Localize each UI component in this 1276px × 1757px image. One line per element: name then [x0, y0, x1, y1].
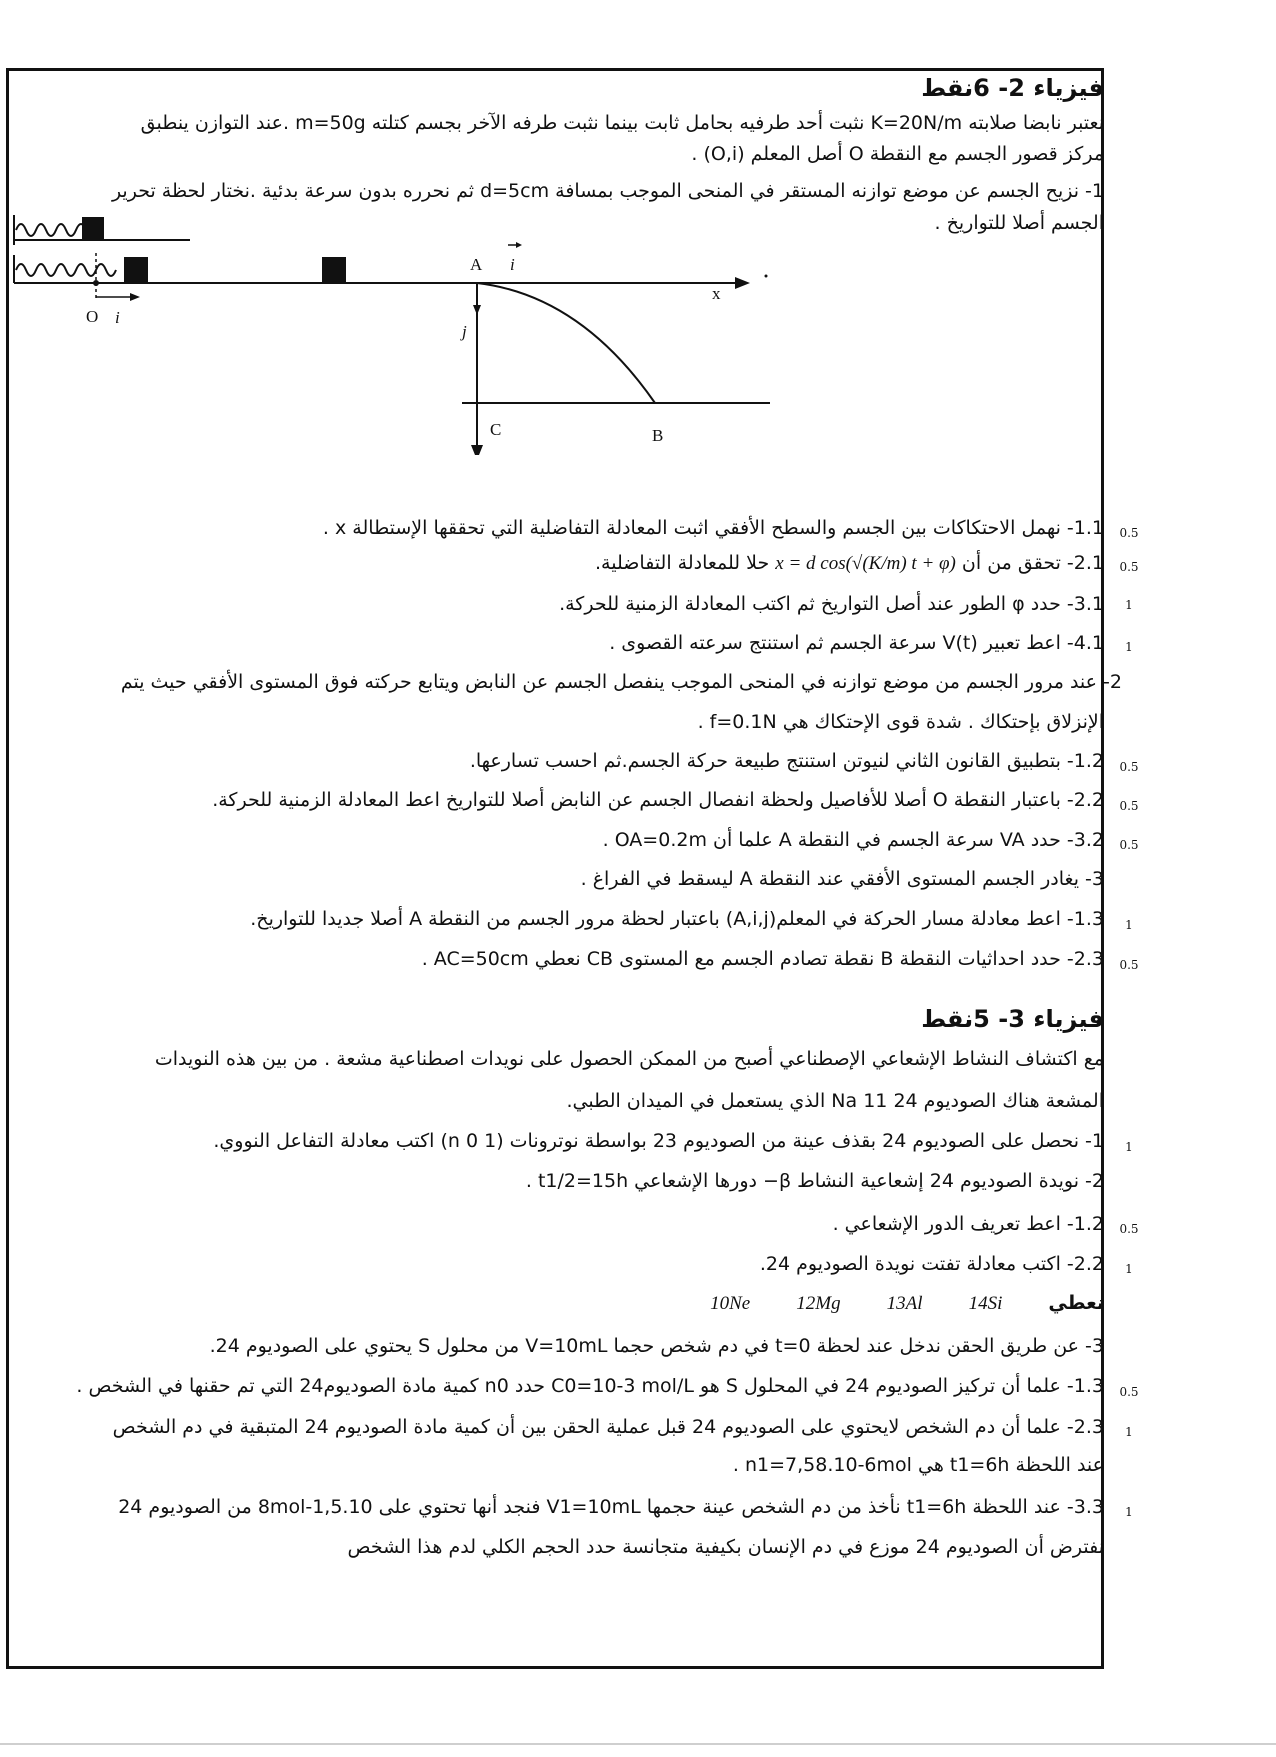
points-r3-3: 1 — [1125, 1505, 1133, 1519]
label-i-O: i — [115, 308, 120, 327]
element-al: 13Al — [886, 1293, 923, 1314]
part2-intro-line1: نعتبر نابضا صلابته K=20N/m نثبت أحد طرفيه بحامل ثابت بينما نثبت طرفه الآخر بجسم كتلته m=50g .عند التوازن ينطبق — [140, 112, 1104, 134]
part2-q2-3: 3.2- حدد VA سرعة الجسم في النقطة A علما أن OA=0.2m . — [602, 829, 1104, 851]
part3-q3-3-line2: نفترض أن الصوديوم 24 موزع في دم الإنسان بكيفية متجانسة حدد الحجم الكلي لدم هذا الشخص — [347, 1536, 1104, 1558]
part2-q1-2 — [595, 552, 1104, 575]
given-label: نعطي — [1048, 1292, 1104, 1314]
points-r2-2: 1 — [1125, 1262, 1133, 1276]
label-x: x — [712, 284, 721, 303]
part3-q3-1: 1.3- علما أن تركيز الصوديوم 24 في المحلول S هو C0=10-3 mol/L حدد n0 كمية مادة الصوديوم24 التي تم حقنها في الشخص . — [76, 1375, 1104, 1397]
part2-q1-4: 4.1- اعط تعبير V(t) سرعة الجسم ثم استنتج سرعته القصوى . — [609, 632, 1104, 654]
top-block — [82, 217, 104, 241]
part2-intro-line2: مركز قصور الجسم مع النقطة O أصل المعلم (O,i) . — [691, 143, 1104, 165]
part2-q2-line1: 2- عند مرور الجسم من موضع توازنه في المنحى الموجب ينفصل الجسم عن النابض ويتابع حركته فوق المستوى الأفقي حيث يتم — [120, 671, 1122, 693]
part2-q1-3: 3.1- حدد φ الطور عند أصل التواريخ ثم اكتب المعادلة الزمنية للحركة. — [559, 593, 1104, 615]
label-i-A: i — [510, 255, 515, 274]
part3-q3-2-line1: 2.3- علما أن دم الشخص لايحتوي على الصوديوم 24 قبل عملية الحقن بين أن كمية مادة الصوديوم 24 المتبقية في دم الشخص — [112, 1416, 1104, 1438]
points-r2-1: 0.5 — [1119, 1222, 1139, 1236]
part2-q1-1: 1.1- نهمل الاحتكاكات بين الجسم والسطح الأفقي اثبت المعادلة التفاضلية التي تحققها الإستطالة x . — [322, 517, 1104, 539]
part2-q3-2: 2.3- حدد احداثيات النقطة B نقطة تصادم الجسم مع المستوى CB نعطي AC=50cm . — [421, 948, 1104, 970]
points-q1-4: 1 — [1125, 640, 1133, 654]
label-C: C — [490, 420, 502, 439]
scan-edge-line — [0, 1743, 1276, 1745]
part2-q1-line2: الجسم أصلا للتواريخ . — [934, 212, 1104, 234]
spring-mass-diagram — [0, 205, 820, 455]
element-ne: 10Ne — [710, 1293, 751, 1314]
part3-q3: 3- عن طريق الحقن ندخل عند لحظة t=0 في دم شخص حجما V=10mL من محلول S يحتوي على الصوديوم 24. — [209, 1335, 1104, 1357]
stray-dot — [765, 275, 768, 278]
part3-given — [710, 1292, 1104, 1315]
part3-intro-line1: مع اكتشاف النشاط الإشعاعي الإصطناعي أصبح من الممكن الحصول على نويدات اصطناعية مشعة . من بين هذه النويدات — [154, 1048, 1104, 1070]
origin-point-O — [93, 280, 99, 286]
part3-q2-2: 2.2- اكتب معادلة تفتت نويدة الصوديوم 24. — [759, 1253, 1104, 1275]
part2-q1-line1: 1- نزيح الجسم عن موضع توازنه المستقر في المنحى الموجب بمسافة d=5cm ثم نحرره بدون سرعة بدئية .نختار لحظة تحرير — [111, 180, 1104, 202]
points-q2-3: 0.5 — [1119, 838, 1139, 852]
part3-q2-1: 1.2- اعط تعريف الدور الإشعاعي . — [832, 1213, 1104, 1235]
points-q1-2: 0.5 — [1119, 560, 1139, 574]
part3-intro-line2: المشعة هناك الصوديوم 24 11 Na الذي يستعمل في الميدان الطبي. — [566, 1090, 1104, 1112]
points-q2-1: 0.5 — [1119, 760, 1139, 774]
part2-q2-2: 2.2- باعتبار النقطة O أصلا للأفاصيل ولحظة انفصال الجسم عن النابض أصلا للتواريخ اعط المعادلة الزمنية للحركة. — [212, 789, 1104, 811]
part2-q2-1: 1.2- بتطبيق القانون الثاني لنيوتن استنتج طبيعة حركة الجسم.ثم احسب تسارعها. — [469, 750, 1104, 772]
points-q3-1: 1 — [1125, 918, 1133, 932]
points-r3-2: 1 — [1125, 1425, 1133, 1439]
points-q1-1: 0.5 — [1119, 526, 1139, 540]
points-q2-2: 0.5 — [1119, 799, 1139, 813]
part3-title: فيزياء 3- 5نقط — [921, 1005, 1104, 1033]
part2-q3-1: 1.3- اعط معادلة مسار الحركة في المعلم(A,i,j) باعتبار لحظة مرور الجسم من النقطة A أصلا جديدا للتواريخ. — [250, 908, 1104, 930]
q1-2-formula: x = d cos(√(K/m) t + φ) — [775, 553, 956, 574]
part2-q3: 3- يغادر الجسم المستوى الأفقي عند النقطة A ليسقط في الفراغ . — [580, 868, 1104, 890]
label-O: O — [86, 307, 99, 326]
part3-q1: 1- نحصل على الصوديوم 24 بقذف عينة من الصوديوم 23 بواسطة نوترونات (1 0 n) اكتب معادلة التفاعل النووي. — [213, 1130, 1104, 1152]
i-vector-arrowhead-O — [130, 293, 140, 301]
points-r1: 1 — [1125, 1140, 1133, 1154]
label-j: j — [462, 322, 467, 341]
element-si: 14Si — [968, 1293, 1003, 1314]
part3-q2: 2- نويدة الصوديوم 24 إشعاعية النشاط β− دورها الإشعاعي t1/2=15h . — [525, 1170, 1104, 1192]
part3-q3-3-line1: 3.3- عند اللحظة t1=6h نأخذ من دم الشخص عينة حجمها V1=10mL فنجد أنها تحتوي على 1,5.10-8mol من الصوديوم 24 — [118, 1496, 1104, 1518]
q1-2-prefix: 2.1- تحقق من أن — [961, 552, 1104, 574]
j-vector-arrowhead — [473, 305, 481, 315]
element-mg: 12Mg — [796, 1293, 841, 1314]
part3-q3-2-line2: عند اللحظة t1=6h هي n1=7,58.10-6mol . — [732, 1454, 1104, 1476]
part2-q2-line2: الإنزلاق بإحتكاك . شدة قوى الإحتكاك هي f=0.1N . — [697, 711, 1104, 733]
points-q3-2: 0.5 — [1119, 958, 1139, 972]
block-at-spring — [124, 257, 148, 283]
label-B: B — [652, 426, 664, 445]
j-axis-arrowhead — [471, 445, 483, 455]
points-q1-3: 1 — [1125, 598, 1133, 612]
x-axis-arrowhead — [735, 277, 750, 289]
q1-2-suffix: حلا للمعادلة التفاضلية. — [595, 552, 770, 574]
block-on-plane — [322, 257, 346, 283]
points-r3-1: 0.5 — [1119, 1385, 1139, 1399]
label-A: A — [470, 255, 483, 274]
part2-title: فيزياء 2- 6نقط — [921, 74, 1104, 102]
i-vector-arrowhead-A — [516, 242, 522, 248]
